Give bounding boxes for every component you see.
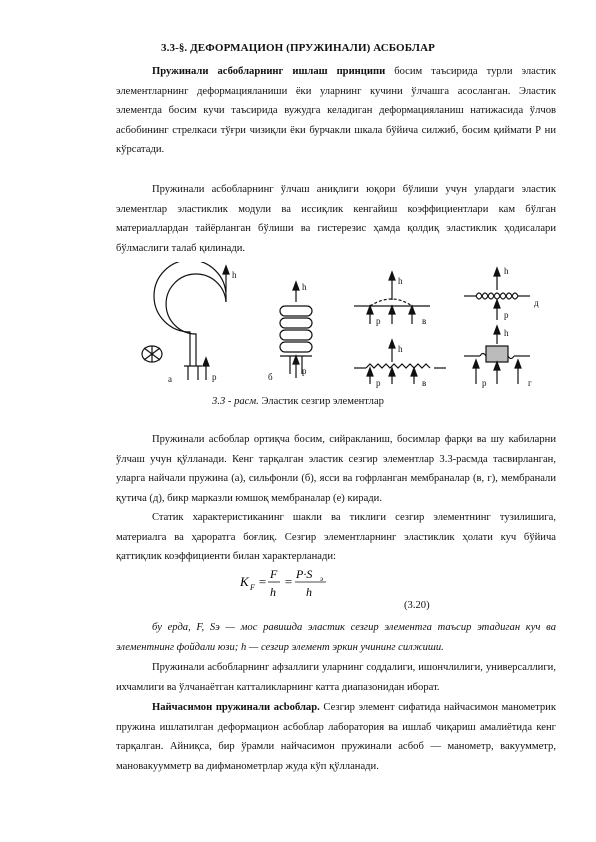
label-p-d: p (504, 310, 509, 320)
section-title: 3.3-§. ДЕФОРМАЦИОН (ПРУЖИНАЛИ) АСБОБЛАР (161, 42, 435, 54)
label-a: а (168, 374, 172, 384)
label-h-b: h (302, 282, 307, 292)
formula-den1: h (270, 585, 276, 599)
paragraph-where: бу ерда, F, Sэ — мос равишда эластик сезгир элементга таъсир этадиган куч ва элементнинг фойдали юзи; h — сезгир элемент эркин учининг силжиши. (116, 622, 556, 653)
elastic-elements-figure (130, 262, 550, 388)
formula-num2: P·S (296, 567, 313, 581)
figure-caption (0, 396, 596, 407)
paragraph-accuracy: Пружинали асбобларнинг ўлчаш аниқлиги юқори бўлиши учун улардаги эластик элементлар эластиклик модули ва иссиқлик кенгайиш коэффициентлари кам бўлган материаллардан тайёрланган бўлиши ва гистерезис ҳамда қолдиқ эластиклик ҳодисалари бўлмаслиги талаб қилинади. (116, 184, 556, 254)
label-v2: в (422, 378, 427, 388)
bourdon-tube-drawing (142, 262, 229, 380)
label-p-b: p (302, 366, 307, 376)
label-h-g: h (504, 328, 509, 338)
paragraph-tubular (116, 698, 556, 776)
flat-membrane-drawing (354, 272, 430, 324)
tubular-bold: Найчасимон пружинали асboблар. (152, 702, 320, 713)
label-h-d: h (504, 266, 509, 276)
formula-num1: F (270, 567, 278, 581)
bellows-drawing (280, 282, 312, 378)
label-p-g: p (482, 378, 487, 388)
label-g: г (528, 378, 532, 388)
formula-lhs-sub: F (250, 583, 255, 592)
paragraph-usage: Пружинали асбоблар ортиқча босим, сийракланиш, босимлар фарқи ва шу кабиларни ўлчаш учун қўлланади. Кенг тарқалган эластик сезгир элементлар 3.3-расмда тасвирланган, уларга найчали пружина (а), сильфонли (б), ясси ва гофрланган мембраналар (в, г), мембранали қутича (д), бикр марказли юмшоқ мембраналар (е) киради. (116, 434, 556, 504)
formula-lhs: K (240, 574, 249, 589)
principle-text: босим таъсирида турли эластик элементларнинг деформацияланиши ёки уларнинг кучини ўлчашга асосланган. Эластик элементда босим кучи таъсирида вужудга келадиган деформацияланиш натижасида ўлчов асбобининг стрелкаси тўғри чизиқли ёки бурчакли шкала бўйича силжиб, босим қиймати Р ни кўрсатади. (116, 66, 556, 155)
principle-bold: Пружинали асбобларнинг ишлаш принципи (152, 66, 386, 77)
label-p-a: p (212, 372, 217, 382)
paragraph-advantages: Пружинали асбобларнинг афзаллиги уларнинг соддалиги, ишончлилиги, универсаллиги, ихчамлиги ва ўлчанаётган катталикларнинг катта диапазонидан иборат. (116, 662, 556, 693)
label-p-v2: p (376, 378, 381, 388)
label-h-v2: h (398, 344, 403, 354)
stiffness-formula (240, 560, 440, 604)
equation-number: (3.20) (404, 600, 430, 611)
formula-eq2: = (284, 574, 293, 589)
label-d: д (534, 298, 539, 308)
formula-num2-sub: э (320, 575, 324, 583)
membrane-box-drawing (464, 268, 530, 384)
label-p-v1: p (376, 316, 381, 326)
formula-eq1: = (258, 574, 267, 589)
label-h-v1: h (398, 276, 403, 286)
label-v1: в (422, 316, 427, 326)
caption-number: 3.3 - расм. (212, 396, 259, 407)
paragraph-principle (116, 62, 556, 160)
label-b: б (268, 372, 273, 382)
paragraph-characteristic: Статик характеристиканинг шакли ва тиклиги сезгир элементнинг тузилишига, материалга ва ҳароратга боғлиқ. Сезгир элементларнинг эластиклик ҳолати куч бўйича қаттиқлик коэффициенти билан характерланади: (116, 512, 556, 562)
formula-den2: h (306, 585, 312, 599)
label-h-a: h (232, 270, 237, 280)
tubular-text: Сезгир элемент сифатида найчасимон манометрик пружина ишлатилган деформацион асбоблар лаборатория ва ишлаб чиқариш амалиётида кенг тарқалган. Айниқса, бир ўрамли найчасимон пружинали асбоб — манометр, вакуумметр, мановакуумметр ва дифманометрлар жуда кўп қўлланади. (116, 702, 556, 772)
caption-text: Эластик сезгир элементлар (258, 396, 384, 407)
